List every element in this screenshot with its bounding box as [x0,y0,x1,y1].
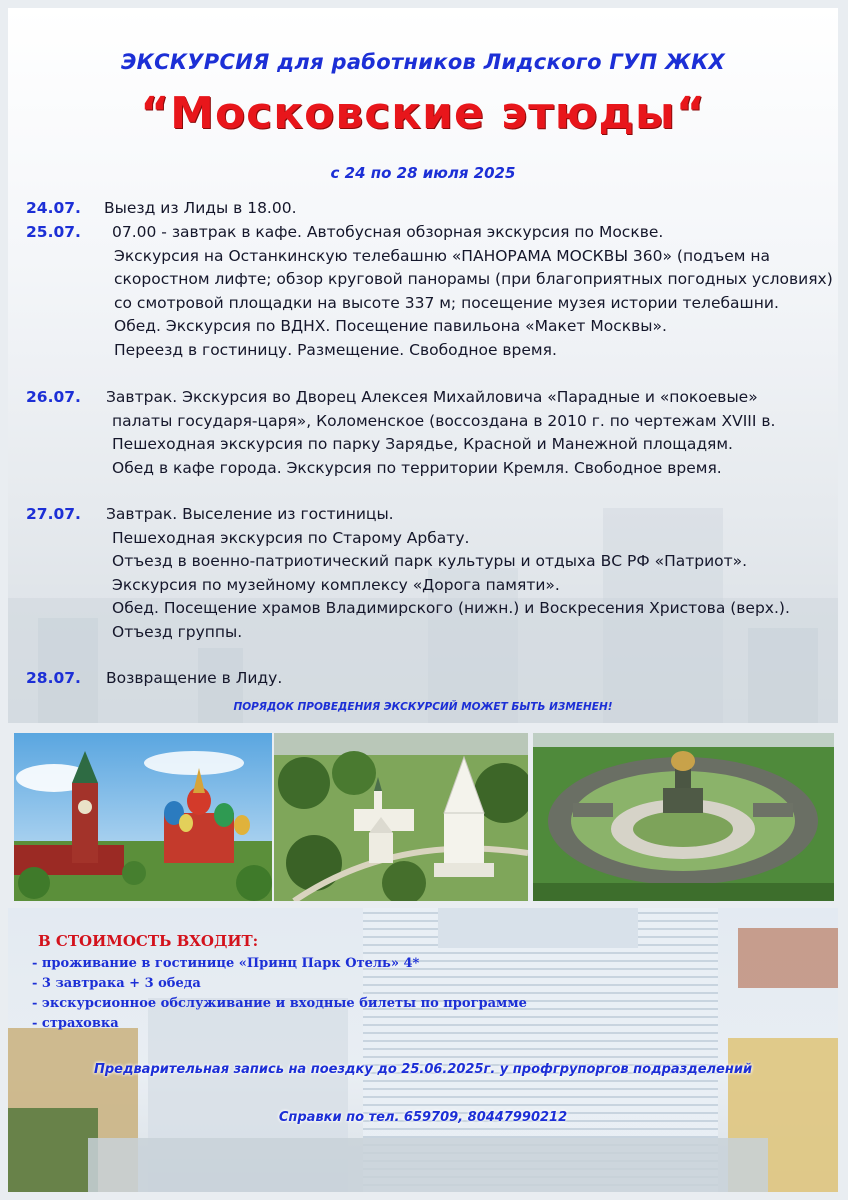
page-title: “Московские этюды“ [140,88,706,139]
program-panel [8,8,838,723]
day-text: Возвращение в Лиду. [106,669,283,687]
day-line: скоростном лифте; обзор круговой панорамы (при благоприятных погодных условиях) [114,270,833,289]
day-line: Экскурсия на Останкинскую телебашню «ПАНОРАМА МОСКВЫ 360» (подъем на [114,246,771,265]
day-line: Отъезд группы. [112,622,243,641]
day-text: 07.00 - завтрак в кафе. Автобусная обзорная экскурсия по Москве. [112,223,664,241]
tour-dates: с 24 по 28 июля 2025 [330,164,516,182]
day-date: 27.07. [26,505,81,523]
booking-info: Предварительная запись на поездку до 25.06.2025г. у профгрупоргов подразделений [93,1062,753,1077]
day-line: Обед. Посещение храмов Владимирского (нижн.) и Воскресения Христова (верх.). [112,599,790,618]
included-item: - экскурсионное обслуживание и входные билеты по программе [32,996,527,1011]
photo-kolomenskoye [274,733,528,901]
included-item: - страховка [32,1016,119,1031]
day-text: Завтрак. Выселение из гостиницы. [106,505,394,523]
day-line: Пешеходная экскурсия по Старому Арбату. [112,528,470,547]
day-line: Отъезд в военно-патриотический парк культуры и отдыха ВС РФ «Патриот». [112,552,748,571]
photo-red-square [14,733,272,901]
day-line: Обед в кафе города. Экскурсия по территории Кремля. Свободное время. [112,458,722,477]
day-line: палаты государя-царя», Коломенское (воссоздана в 2010 г. по чертежам XVIII в. [112,411,776,430]
day-line: Экскурсия по музейному комплексу «Дорога памяти». [112,575,560,594]
day-date: 26.07. [26,388,81,406]
info-panel [8,908,838,1192]
day-text: Завтрак. Экскурсия во Дворец Алексея Михайловича «Парадные и «покоевые» [106,388,758,406]
day-line: Переезд в гостиницу. Размещение. Свободное время. [114,340,557,359]
day-line: Обед. Экскурсия по ВДНХ. Посещение павильона «Макет Москвы». [114,317,667,336]
photo-patriot-park [533,733,834,901]
background-street [88,1138,768,1192]
day-date: 28.07. [26,669,81,687]
day-line: со смотровой площадки на высоте 337 м; посещение музея истории телебашни. [114,293,779,312]
contact-info: Справки по тел. 659709, 80447990212 [278,1110,568,1125]
day-line: Пешеходная экскурсия по парку Зарядье, Красной и Манежной площадям. [112,435,733,454]
change-notice: ПОРЯДОК ПРОВЕДЕНИЯ ЭКСКУРСИЙ МОЖЕТ БЫТЬ ИЗМЕНЕН! [233,701,613,713]
day-date: 25.07. [26,223,81,241]
day-details [112,527,790,645]
day-text: Выезд из Лиды в 18.00. [104,199,297,217]
header-subtitle: ЭКСКУРСИЯ для работников Лидского ГУП ЖКХ [120,50,726,74]
included-item: - 3 завтрака + 3 обеда [32,976,201,991]
included-title: В СТОИМОСТЬ ВХОДИТ: [38,932,259,950]
background-building [738,928,838,988]
included-item: - проживание в гостинице «Принц Парк Отель» 4* [32,956,420,971]
day-details [114,245,833,363]
day-details [112,410,775,481]
background-building [438,908,638,948]
day-date: 24.07. [26,199,81,217]
